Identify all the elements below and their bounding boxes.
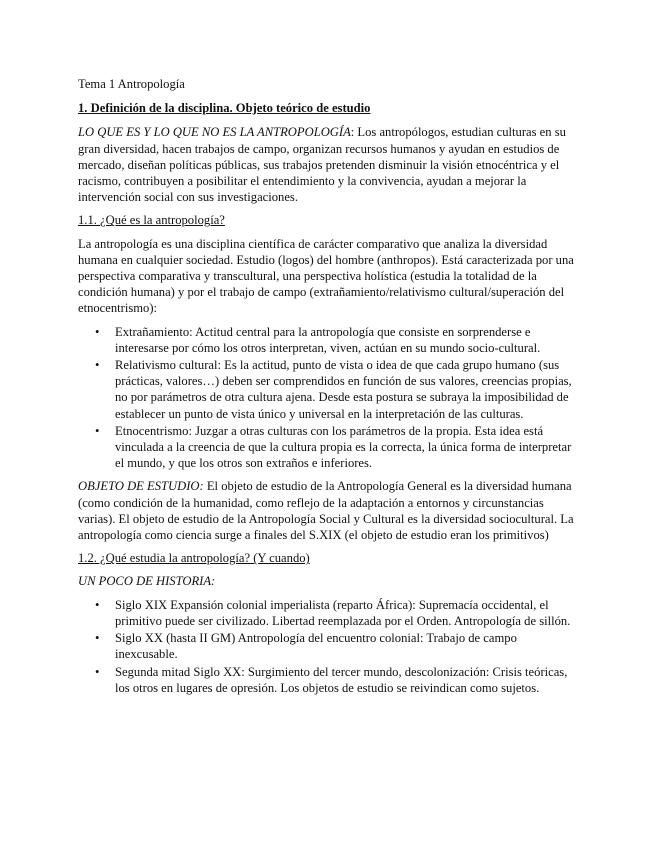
bullet-icon: •: [95, 324, 100, 339]
list-item-text: Extrañamiento: Actitud central para la antropología que consiste en sorprenderse e interesarse por cómo los otros interpretan, viven, actúan en su mundo socio-cultural.: [115, 324, 541, 355]
intro-lead: LO QUE ES Y LO QUE NO ES LA ANTROPOLOGÍA: [78, 125, 351, 140]
concepts-list: [78, 324, 580, 472]
list-item-segunda-mitad: [78, 664, 580, 696]
list-item-text: Siglo XIX Expansión colonial imperialista (reparto África): Supremacía occidental, el primitivo puede ser civilizado. Libertad reemplazada por el Orden. Antropología de sillón.: [115, 597, 571, 628]
section-1-intro: [78, 124, 580, 205]
bullet-icon: •: [95, 631, 100, 646]
list-item-text: Etnocentrismo: Juzgar a otras culturas con los parámetros de la propia. Esta idea está vinculada a la creencia de que la cultura propia es la correcta, la única forma de interpretar el mundo, y que los otros son extraños e inferiores.: [115, 423, 572, 471]
document-title: Tema 1 Antropología: [78, 77, 185, 91]
list-item-siglo-xx: [78, 630, 580, 662]
bullet-icon: •: [95, 423, 100, 438]
list-item-extranamiento: [78, 324, 580, 356]
history-list: [78, 597, 580, 696]
list-item-text: Siglo XX (hasta II GM) Antropología del encuentro colonial: Trabajo de campo inexcusable.: [115, 631, 517, 662]
section-1-1-paragraph: La antropología es una disciplina científica de carácter comparativo que analiza la diversidad humana en cualquier sociedad. Estudio (logos) del hombre (anthropos). Está caracterizada por una perspectiva comparativa y transcultural, una perspectiva holística (estudia la totalidad de la condición humana) y por el trabajo de campo (extrañamiento/relativismo cultural/superación del etnocentrismo):: [78, 236, 574, 316]
history-label: UN POCO DE HISTORIA:: [78, 574, 216, 589]
list-item-siglo-xix: [78, 597, 580, 629]
list-item-relativismo: [78, 357, 580, 422]
list-item-etnocentrismo: [78, 423, 580, 472]
section-1-heading: 1. Definición de la disciplina. Objeto teórico de estudio: [78, 101, 371, 116]
object-of-study-paragraph: [78, 478, 580, 543]
bullet-icon: •: [95, 664, 100, 679]
section-1-2-heading: 1.2. ¿Qué estudia la antropología? (Y cuando): [78, 551, 310, 566]
intro-text: : Los antropólogos, estudian culturas en su gran diversidad, hacen trabajos de campo, organizan recursos humanos y ayudan en estudios de mercado, diseñan políticas públicas, sus trabajos pretenden disminuir la visión etnocéntrica y el racismo, contribuyen a posibilitar el entendimiento y la convivencia, ayudan a mejorar la intervención social con sus investigaciones.: [78, 125, 566, 205]
list-item-text: Segunda mitad Siglo XX: Surgimiento del tercer mundo, descolonización: Crisis teóricas, los otros en lugares de opresión. Los objetos de estudio se reivindican como sujetos.: [115, 664, 568, 695]
section-1-1-heading: 1.1. ¿Qué es la antropología?: [78, 213, 225, 228]
object-lead: OBJETO DE ESTUDIO:: [78, 479, 204, 494]
list-item-text: Relativismo cultural: Es la actitud, punto de vista o idea de que cada grupo humano (sus prácticas, valores…) deben ser comprendidos en función de sus valores, creencias propias, no por parámetros de otra cultura ajena. Desde esta postura se subraya la imposibilidad de establecer un punto de vista único y universal en la interpretación de las culturas.: [115, 358, 572, 421]
object-text: El objeto de estudio de la Antropología General es la diversidad humana (como condición de la humanidad, como reflejo de la adaptación a entornos y circunstancias varias). El objeto de estudio de la Antropología Social y Cultural es la diversidad sociocultural. La antropología como ciencia surge a finales del S.XIX (el objeto de estudio eran los primitivos): [78, 479, 574, 543]
bullet-icon: •: [95, 358, 100, 373]
document-page: [78, 76, 580, 703]
bullet-icon: •: [95, 597, 100, 612]
